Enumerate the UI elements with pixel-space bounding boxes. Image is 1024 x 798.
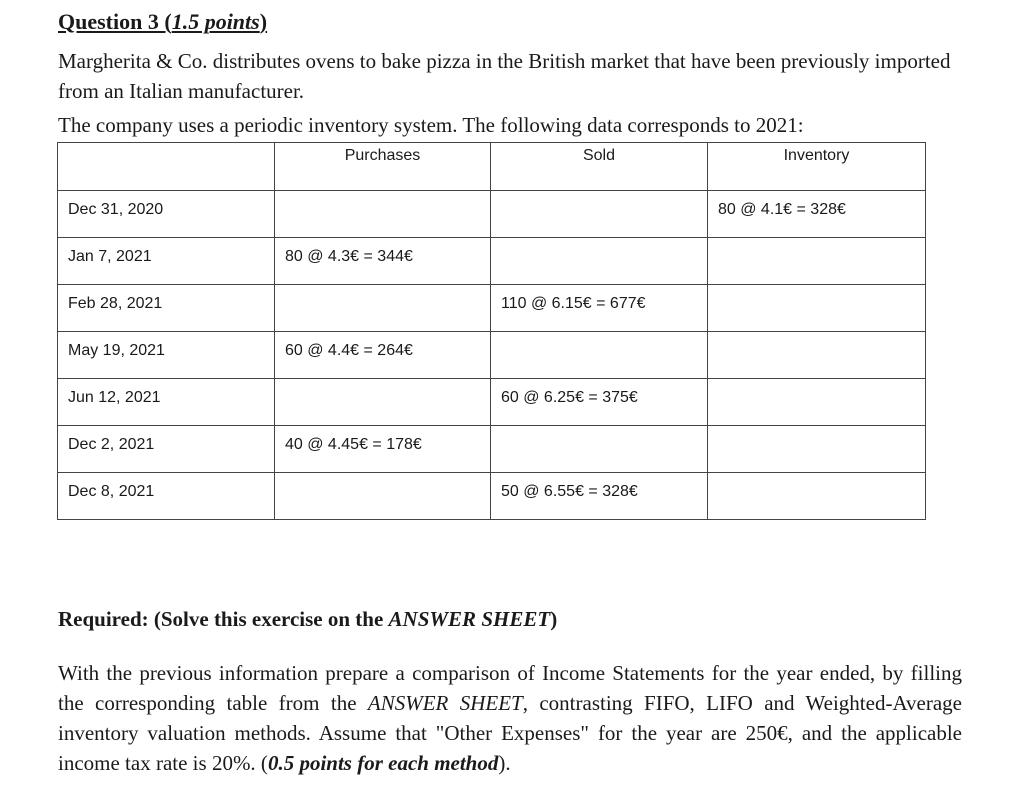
cell-sold: 60 @ 6.25€ = 375€ — [491, 379, 708, 426]
cell-sold — [491, 426, 708, 473]
cell-purchases: 60 @ 4.4€ = 264€ — [275, 332, 491, 379]
cell-sold — [491, 332, 708, 379]
cell-inventory — [708, 426, 926, 473]
table-row — [58, 379, 926, 426]
table-header-row — [58, 143, 926, 191]
cell-sold — [491, 191, 708, 238]
cell-date: Dec 2, 2021 — [58, 426, 275, 473]
cell-date: Jun 12, 2021 — [58, 379, 275, 426]
cell-purchases — [275, 191, 491, 238]
cell-inventory — [708, 473, 926, 520]
instructions-points-emphasis: 0.5 points for each method — [267, 751, 499, 775]
cell-purchases — [275, 285, 491, 332]
cell-purchases — [275, 473, 491, 520]
cell-date: Feb 28, 2021 — [58, 285, 275, 332]
table-row — [58, 238, 926, 285]
required-close: ) — [550, 607, 558, 631]
intro-data-note: The company uses a periodic inventory system. The following data corresponds to 2021: — [58, 113, 804, 137]
cell-sold: 110 @ 6.15€ = 677€ — [491, 285, 708, 332]
cell-date: Jan 7, 2021 — [58, 238, 275, 285]
table-row — [58, 191, 926, 238]
question-points: 1.5 points — [171, 9, 260, 34]
instructions-paragraph — [58, 658, 962, 778]
cell-sold — [491, 238, 708, 285]
cell-purchases: 40 @ 4.45€ = 178€ — [275, 426, 491, 473]
intro-paragraph: Margherita & Co. distributes ovens to bake pizza in the British market that have been previously imported from an Italian manufacturer. — [58, 49, 951, 103]
cell-purchases: 80 @ 4.3€ = 344€ — [275, 238, 491, 285]
instructions-answer-sheet: ANSWER SHEET — [367, 691, 523, 715]
header-inventory: Inventory — [708, 143, 926, 191]
header-purchases: Purchases — [275, 143, 491, 191]
table-row — [58, 473, 926, 520]
cell-inventory — [708, 238, 926, 285]
required-answer-sheet: ANSWER SHEET — [388, 607, 551, 631]
table-row — [58, 426, 926, 473]
header-date — [58, 143, 275, 191]
cell-inventory — [708, 379, 926, 426]
instructions-part2: , contrasting FIFO, LIFO and Weighted-Average inventory valuation methods. Assume that "Other Expenses" for the year are 250€, and the applicable income tax rate is 20%. ( — [58, 691, 963, 775]
cell-sold: 50 @ 6.55€ = 328€ — [491, 473, 708, 520]
cell-date: May 19, 2021 — [58, 332, 275, 379]
table-row — [58, 332, 926, 379]
instructions-part1: With the previous information prepare a comparison of Income Statements for the year ended, by filling the corresponding table from the — [58, 661, 962, 715]
cell-purchases — [275, 379, 491, 426]
required-heading — [58, 607, 557, 632]
table-row — [58, 285, 926, 332]
instructions-part3: ). — [498, 751, 511, 775]
cell-inventory — [708, 332, 926, 379]
question-title — [58, 9, 267, 35]
cell-date: Dec 31, 2020 — [58, 191, 275, 238]
question-close: ) — [259, 9, 268, 34]
cell-inventory — [708, 285, 926, 332]
header-sold: Sold — [491, 143, 708, 191]
required-lead: Required: (Solve this exercise on the — [58, 607, 389, 631]
question-label: Question 3 ( — [58, 9, 172, 34]
cell-date: Dec 8, 2021 — [58, 473, 275, 520]
inventory-table — [57, 142, 926, 520]
cell-inventory: 80 @ 4.1€ = 328€ — [708, 191, 926, 238]
